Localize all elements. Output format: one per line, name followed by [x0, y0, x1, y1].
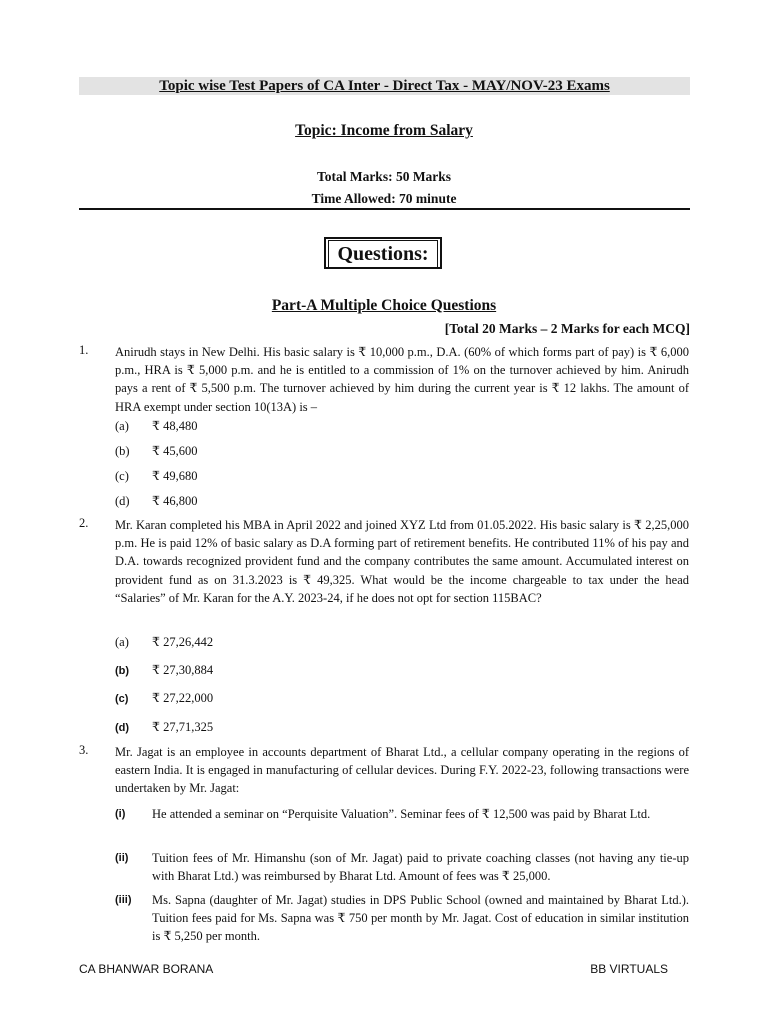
option	[115, 493, 197, 509]
option-label: (d)	[115, 722, 130, 734]
sub-item	[115, 849, 689, 885]
sub-item	[115, 891, 689, 945]
option-label: (a)	[115, 419, 129, 433]
sub-item-label: (ii)	[115, 852, 129, 864]
option-value: ₹ 48,480	[152, 419, 198, 433]
header-divider	[79, 208, 690, 210]
part-a-title: Part-A Multiple Choice Questions	[271, 297, 497, 314]
option-label: (c)	[115, 469, 129, 483]
question-text: Anirudh stays in New Delhi. His basic salary is ₹ 10,000 p.m., D.A. (60% of which forms part of pay) is ₹ 6,000 p.m., HRA is ₹ 5,000 p.m. and he is entitled to a commission of 1% on the turnover achieved by him. Anirudh pays a rent of ₹ 5,500 p.m. The turnover achieved by him during the current year is ₹ 12 lakhs. The amount of HRA exempt under section 10(13A) is –	[115, 345, 689, 414]
paper-series-title: Topic wise Test Papers of CA Inter - Direct Tax - MAY/NOV-23 Exams	[79, 77, 690, 95]
sub-item-text: He attended a seminar on “Perquisite Valuation”. Seminar fees of ₹ 12,500 was paid by Bharat Ltd.	[152, 807, 651, 821]
sub-item-text: Ms. Sapna (daughter of Mr. Jagat) studies in DPS Public School (owned and maintained by Bharat Ltd.). Tuition fees paid for Ms. Sapna was ₹ 750 per month by Mr. Jagat. Cost of education in similar institution is ₹ 5,250 per month.	[152, 893, 689, 943]
option	[115, 662, 213, 678]
question-text: Mr. Karan completed his MBA in April 2022 and joined XYZ Ltd from 01.05.2022. His basic salary is ₹ 2,25,000 p.m. He is paid 12% of basic salary as D.A forming part of retirement benefits. He contributed 11% of his pay and D.A. towards recognized provident fund and the company contributes the same amount. Accumulated interest on provident fund as on 31.3.2023 is ₹ 49,325. What would be the income chargeable to tax under the head “Salaries” of Mr. Karan for the A.Y. 2023-24, if he does not opt for section 115BAC?	[115, 518, 689, 605]
question-number: 1.	[79, 343, 89, 357]
option-value: ₹ 27,30,884	[152, 663, 214, 677]
question-number: 2.	[79, 516, 89, 530]
option	[115, 719, 213, 735]
option-value: ₹ 46,800	[152, 494, 198, 508]
option-value: ₹ 27,71,325	[152, 720, 214, 734]
option-value: ₹ 45,600	[152, 444, 198, 458]
option-value: ₹ 27,22,000	[152, 691, 214, 705]
total-marks: Total Marks: 50 Marks	[316, 169, 452, 184]
questions-heading-box	[324, 237, 442, 269]
sub-item-label: (iii)	[115, 894, 132, 906]
option-label: (d)	[115, 494, 130, 508]
footer-brand: BB VIRTUALS	[590, 962, 668, 976]
option	[115, 634, 213, 650]
option-label: (b)	[115, 665, 130, 677]
footer-author: CA BHANWAR BORANA	[79, 962, 214, 976]
option	[115, 468, 197, 484]
sub-item-text: Tuition fees of Mr. Himanshu (son of Mr. Jagat) paid to private coaching classes (not having any tie-up with Bharat Ltd.) was reimbursed by Bharat Ltd. Amount of fees was ₹ 25,000.	[152, 851, 689, 883]
questions-heading: Questions:	[328, 240, 438, 268]
sub-item	[115, 805, 689, 823]
option-value: ₹ 49,680	[152, 469, 198, 483]
sub-item-label: (i)	[115, 808, 126, 820]
option	[115, 418, 197, 434]
option-label: (c)	[115, 693, 129, 705]
option	[115, 443, 197, 459]
option-label: (a)	[115, 635, 129, 649]
option	[115, 690, 213, 706]
option-label: (b)	[115, 444, 130, 458]
question-text: Mr. Jagat is an employee in accounts department of Bharat Ltd., a cellular company operating in the regions of eastern India. It is engaged in manufacturing of cellular devices. During F.Y. 2022-23, following transactions were undertaken by Mr. Jagat:	[115, 745, 689, 796]
part-a-marks-note: [Total 20 Marks – 2 Marks for each MCQ]	[444, 321, 690, 336]
exam-info	[0, 166, 768, 210]
topic-title: Topic: Income from Salary	[295, 122, 473, 139]
option-value: ₹ 27,26,442	[152, 635, 214, 649]
time-allowed: Time Allowed: 70 minute	[311, 191, 457, 206]
question-number: 3.	[79, 743, 89, 757]
